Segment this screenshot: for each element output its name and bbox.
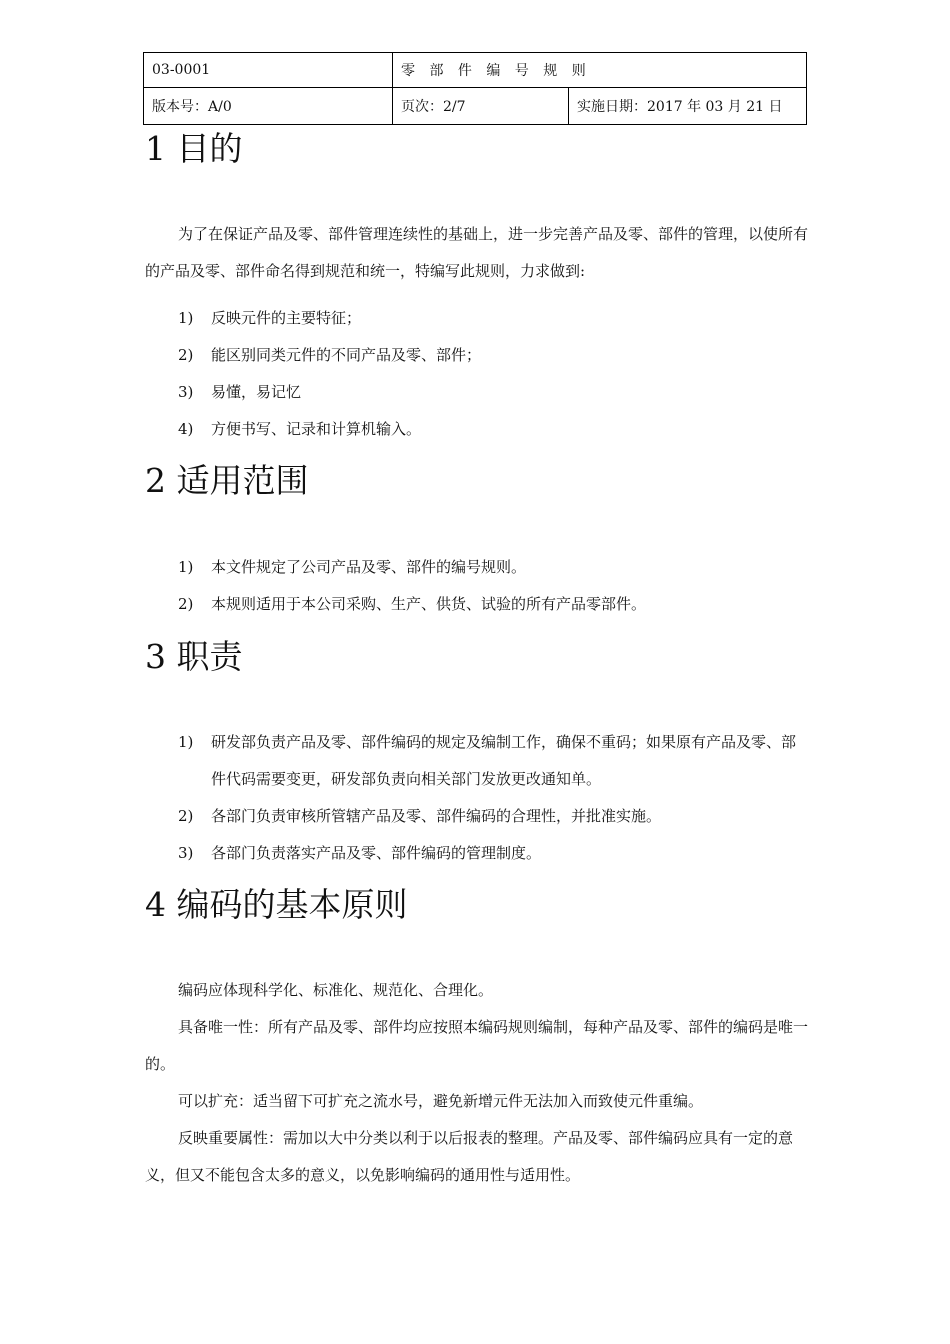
section-list bbox=[145, 549, 810, 623]
section-heading: 2 适用范围 bbox=[145, 461, 309, 500]
document-title: 零 部 件 编 号 规 则 bbox=[393, 53, 807, 88]
section-paragraph: 可以扩充：适当留下可扩充之流水号，避免新增元件无法加入而致使元件重编。 bbox=[178, 1092, 704, 1110]
list-item: 1) 本文件规定了公司产品及零、部件的编号规则。 bbox=[178, 558, 527, 576]
section-responsibilities bbox=[145, 638, 810, 872]
section-paragraph: 具备唯一性：所有产品及零、部件均应按照本编码规则编制，每种产品及零、部件的编码是唯一的。 bbox=[145, 1018, 809, 1073]
list-item: 4) 方便书写、记录和计算机输入。 bbox=[178, 420, 422, 438]
list-item: 1) 研发部负责产品及零、部件编码的规定及编制工作，确保不重码；如果原有产品及零、部件代码需要变更，研发部负责向相关部门发放更改通知单。 bbox=[178, 733, 797, 788]
section-heading: 3 职责 bbox=[145, 637, 243, 676]
section-body bbox=[145, 972, 810, 1194]
document-number: 03-0001 bbox=[144, 53, 393, 88]
section-list bbox=[145, 300, 810, 448]
version-number: 版本号：A/0 bbox=[144, 88, 393, 125]
section-purpose bbox=[145, 130, 810, 448]
list-item: 2) 能区别同类元件的不同产品及零、部件； bbox=[178, 346, 482, 364]
section-paragraph: 反映重要属性：需加以大中分类以利于以后报表的整理。产品及零、部件编码应具有一定的意义，但又不能包含太多的意义，以免影响编码的通用性与适用性。 bbox=[145, 1129, 794, 1184]
list-item: 3) 各部门负责落实产品及零、部件编码的管理制度。 bbox=[178, 844, 542, 862]
section-heading: 1 目的 bbox=[145, 129, 243, 168]
list-item: 3) 易懂，易记忆 bbox=[178, 383, 302, 401]
section-paragraph: 为了在保证产品及零、部件管理连续性的基础上，进一步完善产品及零、部件的管理，以使所有的产品及零、部件命名得到规范和统一，特编写此规则，力求做到: bbox=[145, 225, 809, 280]
document-header-table bbox=[143, 52, 807, 125]
section-heading: 4 编码的基本原则 bbox=[145, 885, 408, 924]
section-paragraph: 编码应体现科学化、标准化、规范化、合理化。 bbox=[178, 981, 494, 999]
section-coding-principles bbox=[145, 886, 810, 1194]
section-scope bbox=[145, 462, 810, 623]
section-list bbox=[145, 724, 810, 872]
list-item: 1) 反映元件的主要特征； bbox=[178, 309, 362, 327]
list-item: 2) 本规则适用于本公司采购、生产、供货、试验的所有产品零部件。 bbox=[178, 595, 647, 613]
page-number: 页次：2/7 bbox=[393, 88, 569, 125]
effective-date: 实施日期：2017 年 03 月 21 日 bbox=[569, 88, 807, 125]
list-item: 2) 各部门负责审核所管辖产品及零、部件编码的合理性，并批准实施。 bbox=[178, 807, 662, 825]
